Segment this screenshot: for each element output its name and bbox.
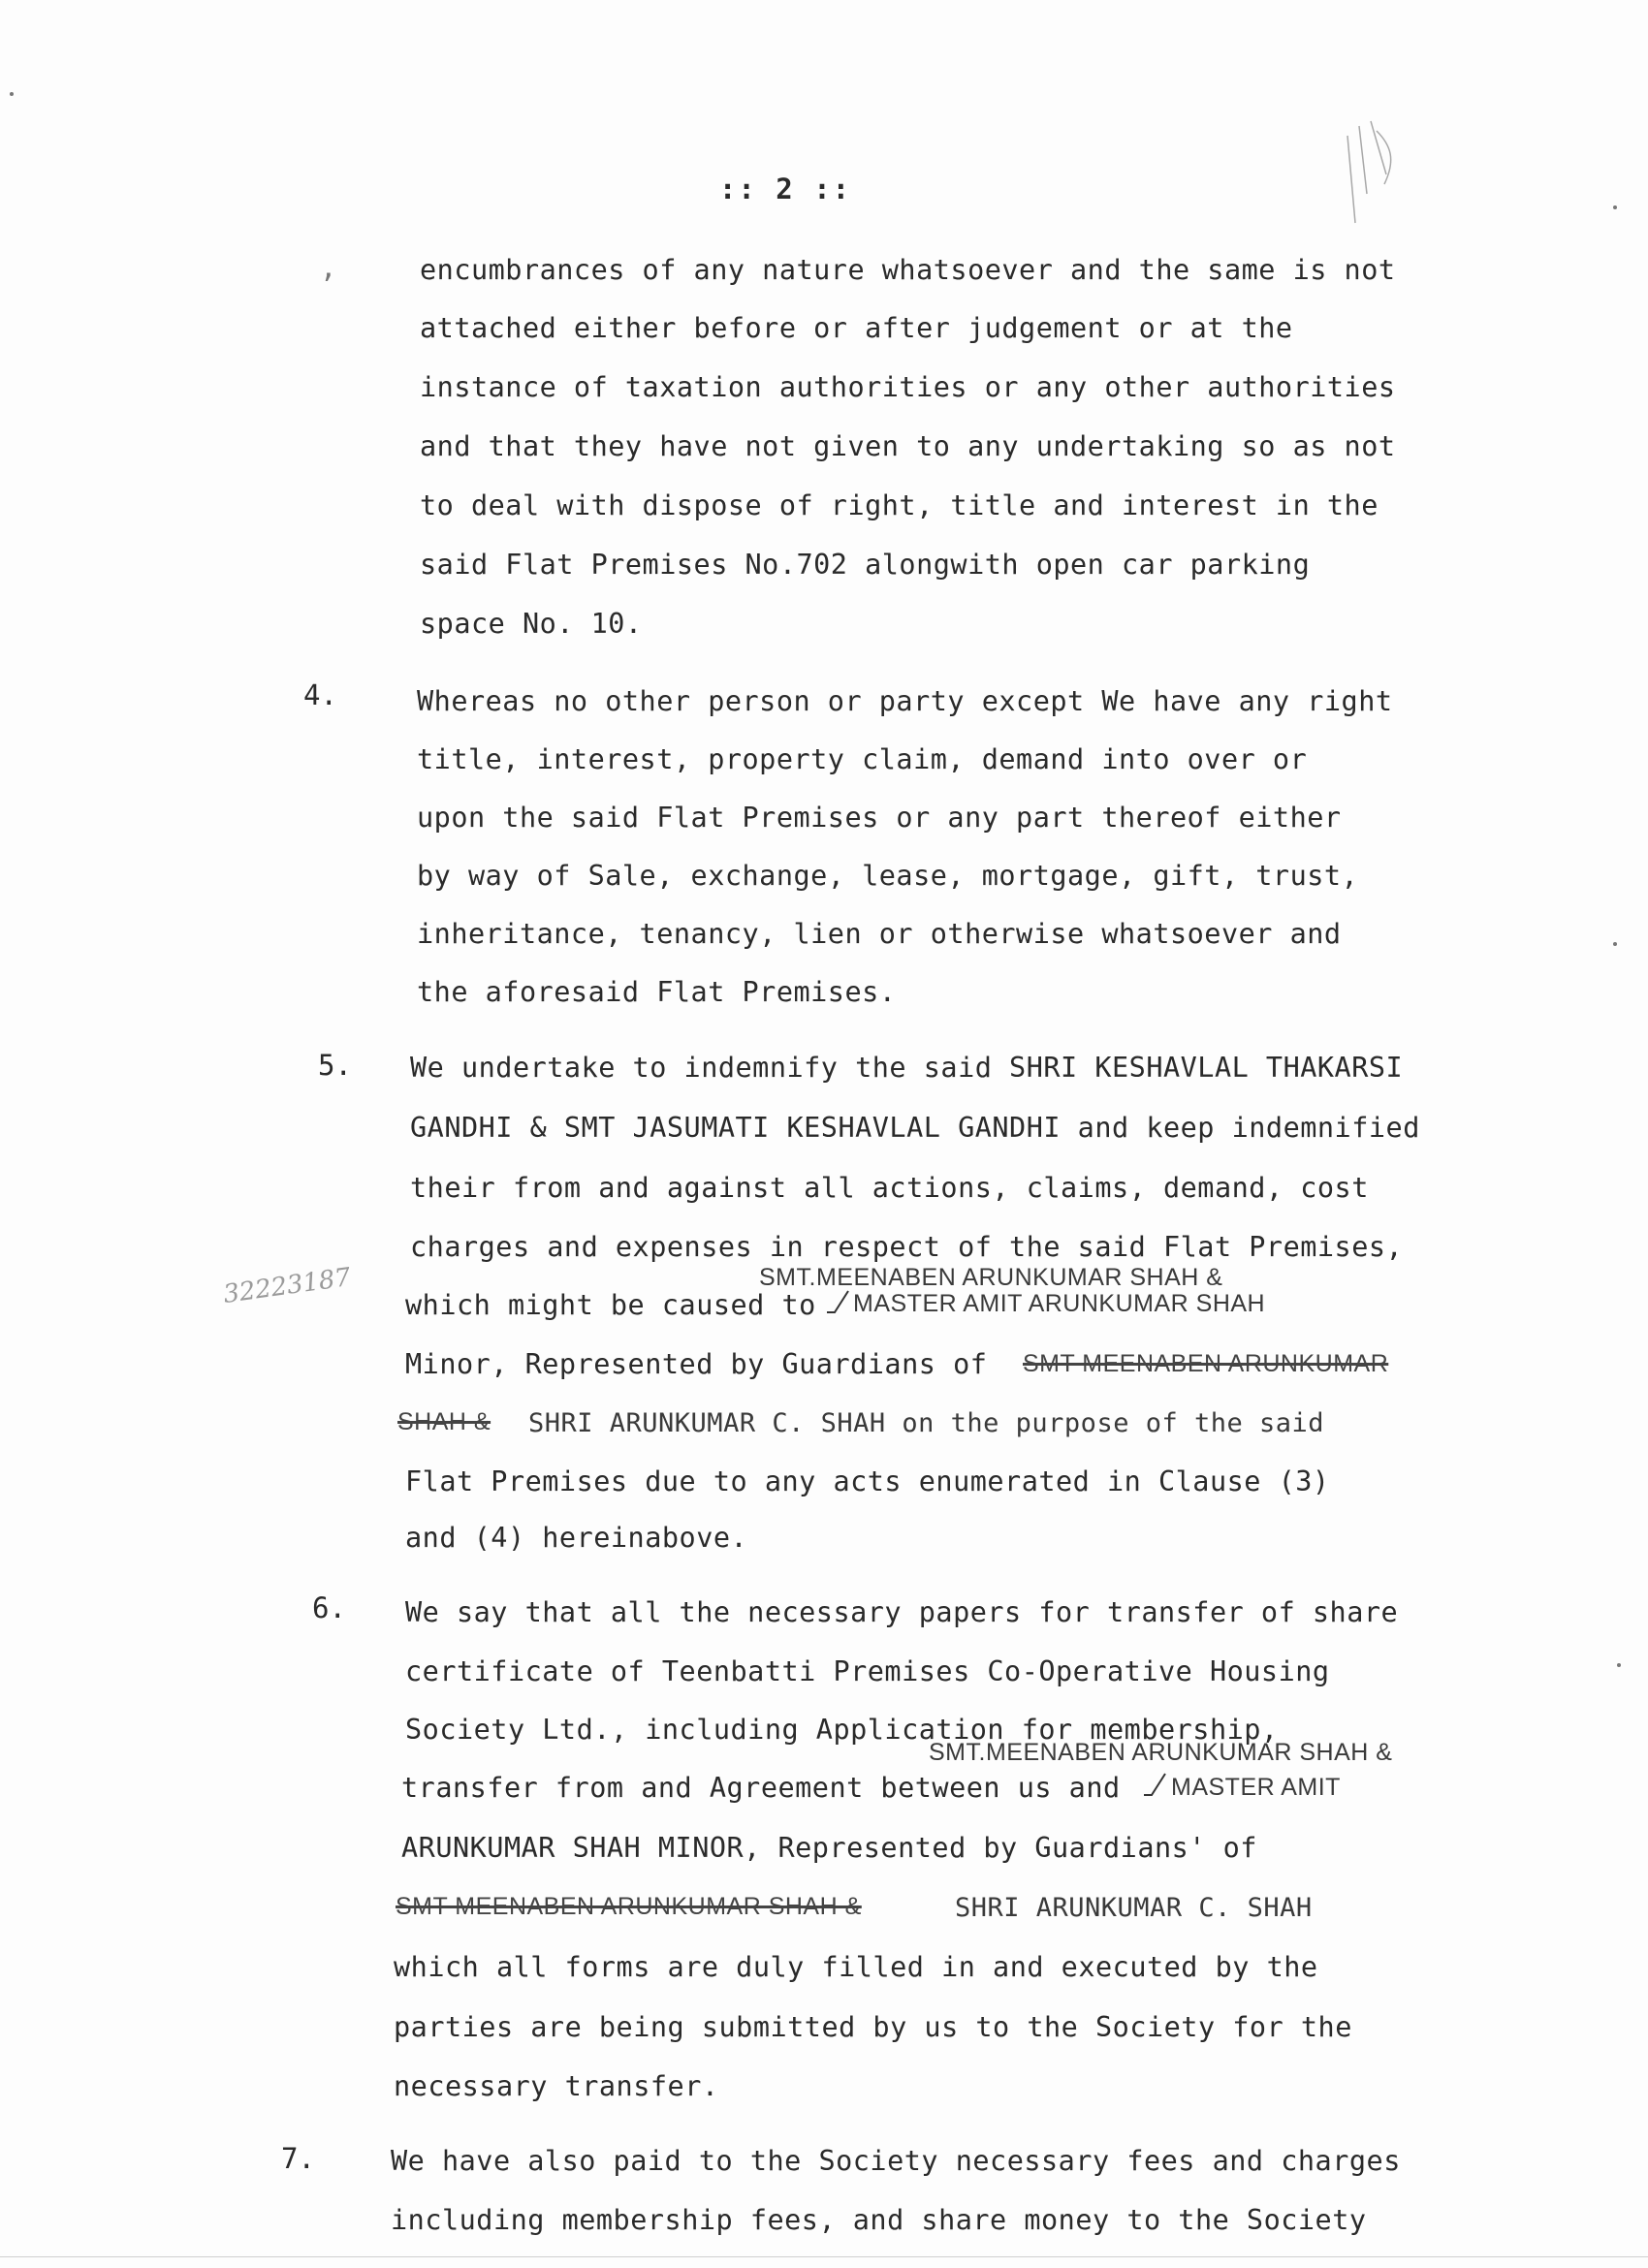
- clause-5-margin-note: 32223187: [221, 1262, 353, 1310]
- clause-6-line: SHRI ARUNKUMAR C. SHAH: [955, 1893, 1313, 1923]
- scan-edge-line: [0, 2256, 1648, 2257]
- clause-6-number: 6.: [312, 1591, 346, 1624]
- clause-6-line: We say that all the necessary papers for transfer of share: [405, 1596, 1399, 1628]
- clause-6-line: MASTER AMIT: [1171, 1774, 1341, 1801]
- clause-6-line: ARUNKUMAR SHAH MINOR, Represented by Guardians' of: [401, 1832, 1257, 1864]
- scan-speck: [1613, 942, 1617, 946]
- clause-3-line: said Flat Premises No.702 alongwith open car parking: [420, 549, 1311, 581]
- clause-5-line: which might be caused to: [405, 1289, 816, 1321]
- clause-5-line: SHRI ARUNKUMAR C. SHAH on the purpose of the said: [528, 1408, 1325, 1438]
- clause-6-line: parties are being submitted by us to the Society for the: [394, 2011, 1352, 2043]
- clause-7-line: We have also paid to the Society necessary fees and charges: [391, 2145, 1401, 2177]
- insertion-caret-icon: [1142, 1772, 1171, 1797]
- clause-5-line: MASTER AMIT ARUNKUMAR SHAH: [853, 1290, 1266, 1317]
- clause-4-line: by way of Sale, exchange, lease, mortgage, gift, trust,: [417, 860, 1359, 892]
- clause-3-line: space No. 10.: [420, 608, 643, 640]
- clause-3-line: and that they have not given to any undertaking so as not: [420, 430, 1396, 462]
- clause-4-line: the aforesaid Flat Premises.: [417, 976, 897, 1008]
- scan-speck: [1617, 1663, 1621, 1667]
- clause-5-struck-text: SHAH &: [397, 1408, 491, 1435]
- clause-3-line: encumbrances of any nature whatsoever and the same is not: [420, 254, 1396, 286]
- clause-5-line: Flat Premises due to any acts enumerated in Clause (3): [405, 1465, 1330, 1497]
- scan-speck: [10, 92, 14, 96]
- clause-4-line: title, interest, property claim, demand into over or: [417, 743, 1308, 775]
- clause-6-line: which all forms are duly filled in and executed by the: [394, 1951, 1318, 1983]
- clause-5-line: GANDHI & SMT JASUMATI KESHAVLAL GANDHI and keep indemnified: [410, 1112, 1420, 1144]
- clause-4-line: inheritance, tenancy, lien or otherwise whatsoever and: [417, 918, 1342, 950]
- scan-speck: [1613, 205, 1617, 209]
- clause-4-line: upon the said Flat Premises or any part thereof either: [417, 802, 1342, 834]
- clause-5-line: Minor, Represented by Guardians of: [405, 1348, 988, 1380]
- clause-4-number: 4.: [303, 678, 337, 711]
- clause-7-line: including membership fees, and share money to the Society: [391, 2204, 1367, 2236]
- clause-6-struck-text: SMT MEENABEN ARUNKUMAR SHAH &: [396, 1893, 862, 1920]
- clause-3-line: attached either before or after judgement or at the: [420, 312, 1293, 344]
- clause-3-line: instance of taxation authorities or any other authorities: [420, 371, 1396, 403]
- clause-7-number: 7.: [281, 2142, 315, 2175]
- clause-6-insertion: SMT.MEENABEN ARUNKUMAR SHAH &: [929, 1739, 1393, 1766]
- clause-5-struck-text: SMT MEENABEN ARUNKUMAR: [1023, 1350, 1389, 1377]
- page-number: :: 2 ::: [718, 173, 852, 205]
- clause-6-line: Society Ltd., including Application for membership,: [405, 1714, 1279, 1746]
- clause-6-line: transfer from and Agreement between us and: [401, 1772, 1121, 1804]
- clause-5-line: and (4) hereinabove.: [405, 1522, 748, 1554]
- insertion-caret-icon: [825, 1289, 854, 1314]
- clause-5-insertion: SMT.MEENABEN ARUNKUMAR SHAH &: [759, 1264, 1223, 1291]
- clause-5-line: We undertake to indemnify the said SHRI KESHAVLAL THAKARSI: [410, 1052, 1404, 1084]
- clause-5-number: 5.: [318, 1049, 352, 1082]
- clause-3-line: to deal with dispose of right, title and interest in the: [420, 489, 1379, 521]
- clause-4-line: Whereas no other person or party except We have any right: [417, 685, 1393, 717]
- clause-6-line: necessary transfer.: [394, 2070, 719, 2102]
- clause-3-bullet: ,: [320, 251, 337, 284]
- clause-5-line: charges and expenses in respect of the said Flat Premises,: [410, 1231, 1404, 1263]
- clause-5-line: their from and against all actions, claims, demand, cost: [410, 1172, 1369, 1204]
- clause-6-line: certificate of Teenbatti Premises Co-Operative Housing: [405, 1655, 1330, 1687]
